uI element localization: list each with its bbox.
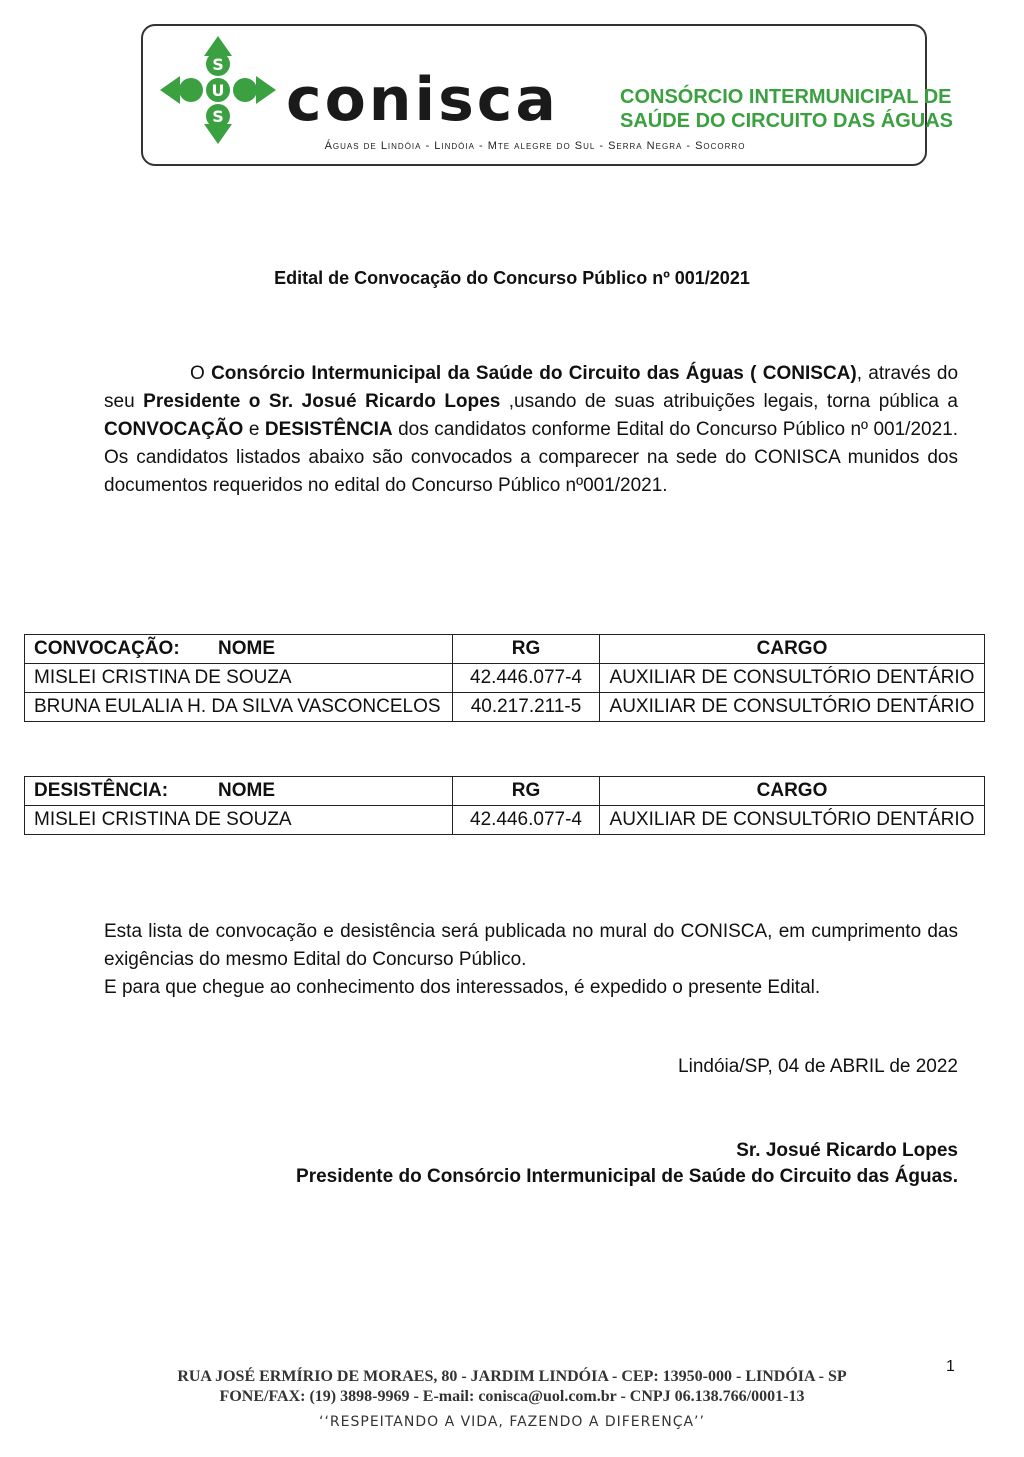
page-number: 1 <box>946 1358 955 1375</box>
footer-contact: FONE/FAX: (19) 3898-9969 - E-mail: conisca@uol.com.br - CNPJ 06.138.766/0001-13 <box>219 1388 805 1405</box>
table-header-row <box>25 635 985 664</box>
intro-bold-president: Presidente o Sr. Josué Ricardo Lopes <box>143 391 501 412</box>
cell-rg: 42.446.077-4 <box>453 806 600 835</box>
intro-text-2: , através do seu <box>104 363 959 412</box>
column-header-nome <box>25 635 453 664</box>
column-label-nome: NOME <box>218 638 275 659</box>
place-and-date: Lindóia/SP, 04 de ABRIL de 2022 <box>678 1056 958 1077</box>
intro-paragraph <box>104 360 958 500</box>
table-header-row <box>25 777 985 806</box>
brand-subtitle-line-1: CONSÓRCIO INTERMUNICIPAL DE <box>620 86 952 108</box>
intro-text-1: O <box>190 363 212 384</box>
column-header-rg: RG <box>453 777 600 806</box>
desistencia-label: DESISTÊNCIA: <box>34 780 169 801</box>
intro-text-3: ,usando de suas atribuições legais, torna pública a <box>500 391 959 412</box>
sus-logo <box>158 34 278 146</box>
table-row <box>25 693 985 722</box>
cell-rg: 40.217.211-5 <box>453 693 600 722</box>
member-cities: Águas de Lindóia - Lindóia - Mte alegre do Sul - Serra Negra - Socorro <box>324 140 746 152</box>
convocacao-label: CONVOCAÇÃO: <box>34 638 180 659</box>
cell-nome: MISLEI CRISTINA DE SOUZA <box>25 806 453 835</box>
cell-nome: MISLEI CRISTINA DE SOUZA <box>25 664 453 693</box>
closing-paragraph: Esta lista de convocação e desistência será publicada no mural do CONISCA, em cumprimento das exigências do mesmo Edital do Concurso Público. <box>104 921 958 970</box>
column-header-cargo: CARGO <box>600 635 985 664</box>
document-title: Edital de Convocação do Concurso Público nº 001/2021 <box>274 268 750 288</box>
logo-letter-top: S <box>212 55 224 74</box>
intro-text-4: e <box>243 419 265 440</box>
logo-letter-bottom: S <box>212 107 224 126</box>
intro-text-5: dos candidatos conforme Edital do Concurso Público nº 001/2021. Os candidatos listados abaixo são convocados a comparecer na sede do CONISCA munidos dos documentos requeridos no edital do Concurso Público nº001/2021. <box>104 419 958 496</box>
intro-bold-convocacao: CONVOCAÇÃO <box>104 419 244 440</box>
table-row <box>25 664 985 693</box>
logo-letter-middle: U <box>211 81 225 100</box>
signatory-role: Presidente do Consórcio Intermunicipal de Saúde do Circuito das Águas. <box>296 1166 958 1187</box>
column-header-cargo: CARGO <box>600 777 985 806</box>
cell-cargo: AUXILIAR DE CONSULTÓRIO DENTÁRIO <box>600 664 985 693</box>
column-label-nome: NOME <box>218 780 275 801</box>
convocacao-table <box>24 634 985 722</box>
table-row <box>25 806 985 835</box>
footer-motto: ‘‘RESPEITANDO A VIDA, FAZENDO A DIFERENÇA’’ <box>319 1414 705 1430</box>
intro-bold-desistencia: DESISTÊNCIA <box>264 419 393 440</box>
intro-bold-consortium: Consórcio Intermunicipal da Saúde do Circuito das Águas ( CONISCA) <box>211 363 857 384</box>
footer-address: RUA JOSÉ ERMÍRIO DE MORAES, 80 - JARDIM LINDÓIA - CEP: 13950-000 - LINDÓIA - SP <box>177 1368 847 1385</box>
brand-subtitle-line-2: SAÚDE DO CIRCUITO DAS ÁGUAS <box>620 110 953 132</box>
cell-nome: BRUNA EULALIA H. DA SILVA VASCONCELOS <box>25 693 453 722</box>
cell-cargo: AUXILIAR DE CONSULTÓRIO DENTÁRIO <box>600 806 985 835</box>
cell-rg: 42.446.077-4 <box>453 664 600 693</box>
column-header-rg: RG <box>453 635 600 664</box>
signatory-name: Sr. Josué Ricardo Lopes <box>736 1140 958 1161</box>
brand-wordmark: conisca <box>286 65 559 135</box>
cell-cargo: AUXILIAR DE CONSULTÓRIO DENTÁRIO <box>600 693 985 722</box>
column-header-nome <box>25 777 453 806</box>
desistencia-table <box>24 776 985 835</box>
closing-sentence: E para que chegue ao conhecimento dos interessados, é expedido o presente Edital. <box>104 977 821 998</box>
